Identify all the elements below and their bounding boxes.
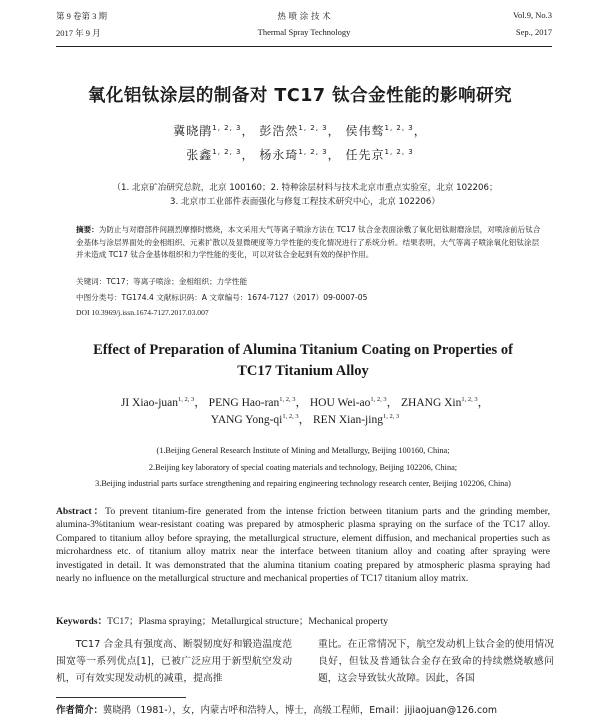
author-footnote <box>56 702 560 716</box>
body-column-2: 重比。在正常情况下，航空发动机上钛合金的使用情况良好，但钛及普通钛合金存在致命的持续燃烧敏感问题，这会导致钛火故障。因此，各国 <box>318 639 554 684</box>
abstract-en <box>56 505 550 585</box>
affiliation-cn-line: （1. 北京矿冶研究总院，北京 100160；2. 特种涂层材料与技术北京市重点实验室，北京 102206； <box>112 183 498 193</box>
journal-name-en: Thermal Spray Technology <box>257 27 351 37</box>
author-cn: 杨永琦$^{1, 2, 3}$， <box>259 148 341 162</box>
author-cn: 冀晓鹃$^{1, 2, 3}$， <box>173 124 255 138</box>
abstract-cn-label: 摘要： <box>76 225 99 234</box>
author-cn: 任先京$^{1, 2, 3}$ <box>345 148 414 162</box>
keywords-cn <box>76 276 546 288</box>
date-cn: 2017 年 9 月 <box>56 28 101 38</box>
paper-title-en <box>56 340 550 382</box>
date-en: Sep., 2017 <box>515 27 552 37</box>
authors-en-line-1 <box>70 394 540 410</box>
author-cn: 彭浩然$^{1, 2, 3}$， <box>259 124 341 138</box>
author-en: YANG Yong-qi$^{1, 2, 3}$， <box>210 413 311 426</box>
footnote-text: 冀晓鹃（1981-），女，内蒙古呼和浩特人，博士，高级工程师，Email：jijiaojuan@126.com <box>102 705 497 716</box>
volume-en: Vol.9, No.3 <box>512 10 552 20</box>
paper-title-en-line: TC17 Titanium Alloy <box>237 363 369 379</box>
author-en: JI Xiao-juan$^{1, 2, 3}$， <box>120 396 206 409</box>
paper-title-en-line: Effect of Preparation of Alumina Titanium Coating on Properties of <box>93 342 513 358</box>
abstract-cn-text: 为防止与对磨部件间剧烈摩擦时燃烧，本文采用大气等离子喷涂方法在 TC17 钛合金表面涂敷了氧化铝钛耐磨涂层，对喷涂前后钛合金基体与涂层界面处的金相组织、元素扩散以及显微硬度等力学性能的变化情况进行了系统分析。结果表明，大气等离子喷涂氧化铝钛涂层并未造成 TC17 钛合金基体组织和力学性能的变化，可以对钛合金起到有效的保护作用。 <box>76 225 541 259</box>
running-header <box>56 10 552 52</box>
affiliation-cn <box>60 181 550 209</box>
keywords-en <box>56 613 550 627</box>
affiliation-cn-line: 3. 北京市工业部件表面强化与修复工程技术研究中心，北京 102206） <box>170 197 440 207</box>
classification-cn: 中图分类号：TG174.4 文献标识码：A 文章编号：1674-7127（2017）09-0007-05 <box>76 293 368 302</box>
keywords-en-label: Keywords： <box>56 616 108 627</box>
author-en: ZHANG Xin$^{1, 2, 3}$， <box>401 396 490 409</box>
keywords-en-text: TC17；Plasma spraying；Metallurgical structure；Mechanical property <box>107 616 389 627</box>
journal-name-cn: 热 喷 涂 技 术 <box>277 12 331 22</box>
body-column-1: TC17 合金具有强度高、断裂韧度好和锻造温度范围宽等一系列优点[1]，已被广泛应用于新型航空发动机，可有效实现发动机的减重，提高推 <box>56 639 292 684</box>
footnote-rule <box>56 697 186 698</box>
abstract-cn <box>76 224 546 262</box>
author-en: PENG Hao-ran$^{1, 2, 3}$， <box>208 396 307 409</box>
keywords-cn-label: 关键词： <box>76 277 107 286</box>
authors-cn-line-1 <box>60 122 540 139</box>
author-cn: 侯伟骜$^{1, 2, 3}$， <box>345 124 427 138</box>
abstract-en-label: Abstract： <box>56 506 106 517</box>
volume-cn: 第 9 卷第 3 期 <box>56 11 108 21</box>
affiliation-en-line: 2.Beijing key laboratory of special coating materials and technology, Beijing 102206, China; <box>148 463 458 472</box>
doi: DOI 10.3969/j.issn.1674-7127.2017.03.007 <box>76 308 209 317</box>
author-cn: 张鑫$^{1, 2, 3}$， <box>186 148 255 162</box>
author-en: HOU Wei-ao$^{1, 2, 3}$， <box>309 396 399 409</box>
affiliation-en-line: (1.Beijing General Research Institute of Mining and Metallurgy, Beijing 100160, China; <box>156 446 450 455</box>
paper-title-cn: 氧化铝钛涂层的制备对 TC17 钛合金性能的影响研究 <box>87 86 513 106</box>
abstract-en-text: To prevent titanium-fire generated from the intense friction between titanium parts and the grinding member, alumina-3%titanium wear-resistant coating was prepared by atmospheric plasma spraying on the surface of the TC17 alloy. Compared to titanium alloy before spraying, the metallurgical structure, element diffusion, and mechanical properties such as microhardness etc. of titanium alloy matrix near the interface between titanium alloy and coating after spraying were investigated in detail. It was demonstrated that the alumina titanium coating prepared by atmospheric plasma spraying had nearly no influence on the metallurgical structure and mechanical properties of TC17 titanium alloy matrix. <box>56 506 551 585</box>
author-en: REN Xian-jing$^{1, 2, 3}$ <box>313 413 400 426</box>
affiliation-en-line: 3.Beijing industrial parts surface strengthening and repairing engineering technology research center, Beijing 102206, China) <box>95 479 511 488</box>
authors-cn-line-2 <box>60 146 540 163</box>
authors-en-line-2 <box>70 411 540 427</box>
header-rule <box>56 46 552 47</box>
keywords-cn-text: TC17；等离子喷涂；金相组织；力学性能 <box>106 277 248 286</box>
footnote-label: 作者简介： <box>56 705 103 716</box>
